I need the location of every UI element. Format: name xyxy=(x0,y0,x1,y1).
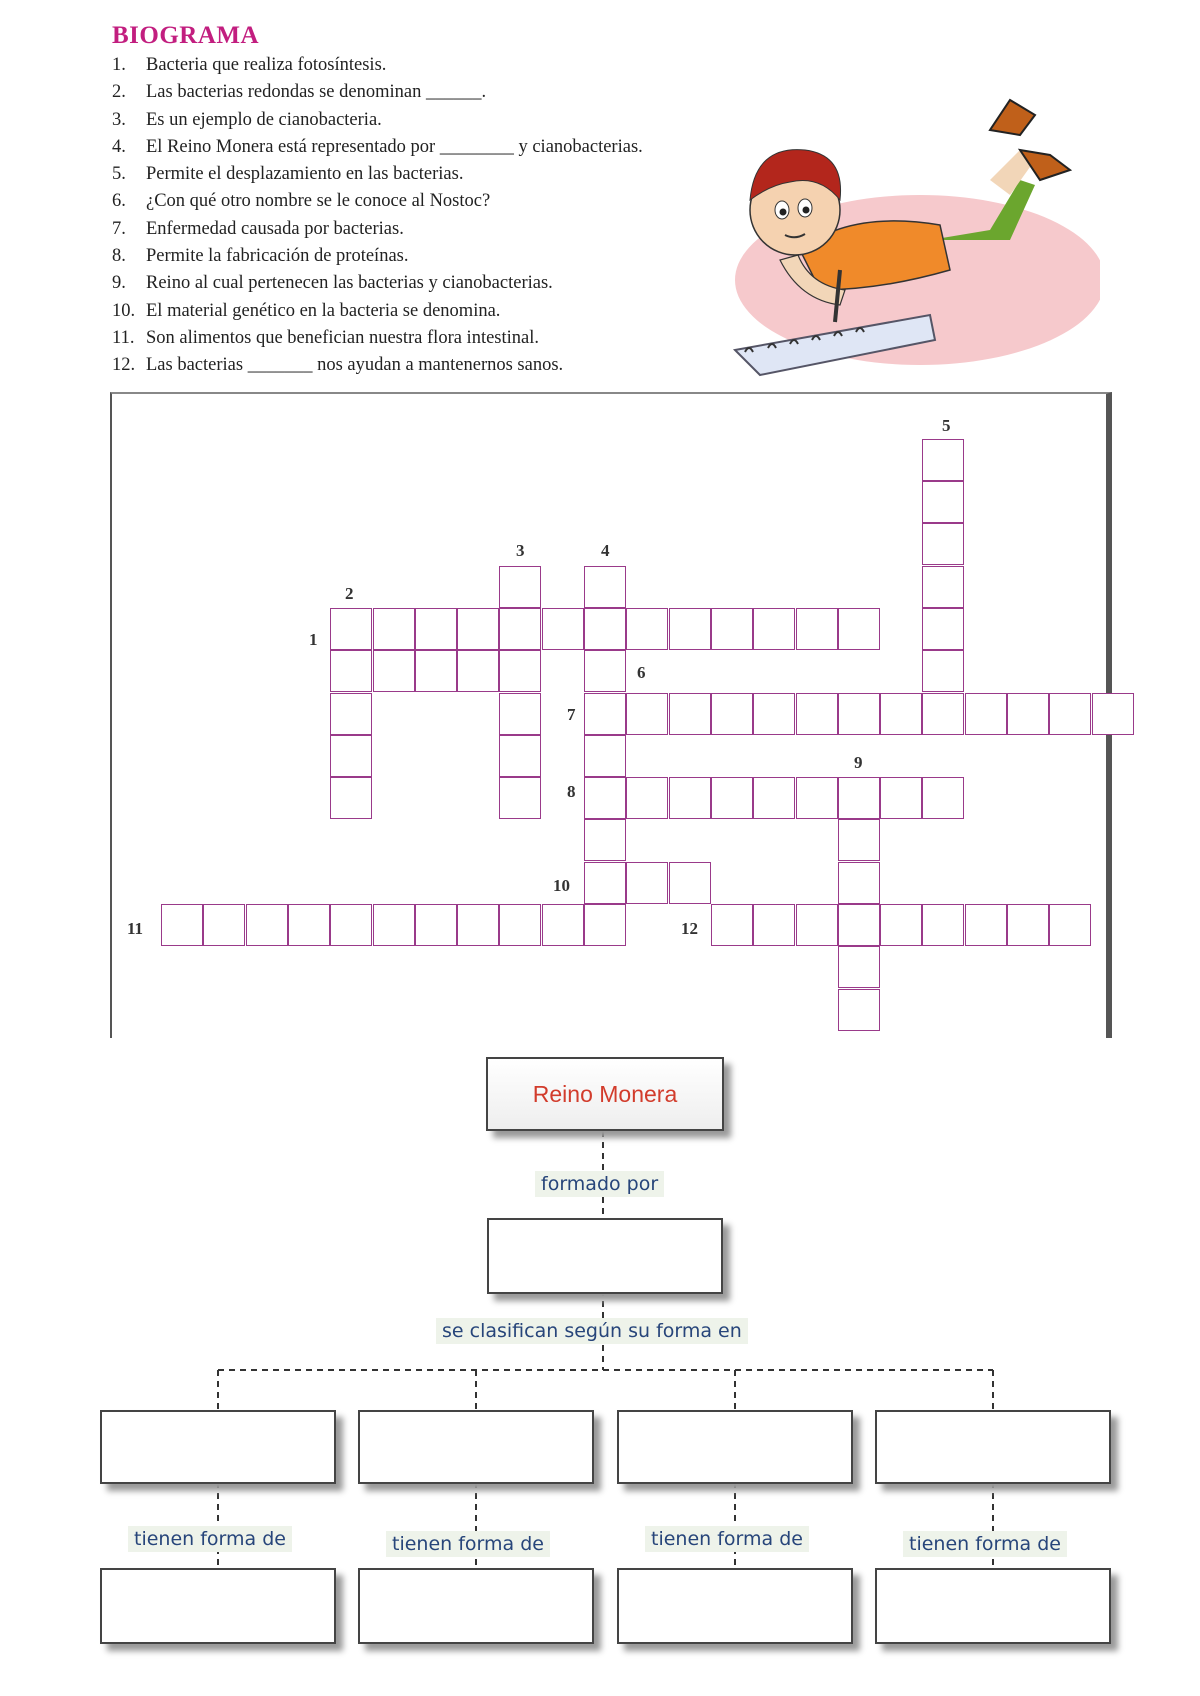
clue-item: 4. El Reino Monera está representado por ________ y cianobacterias. xyxy=(112,136,643,157)
root-concept-label: Reino Monera xyxy=(532,1080,678,1107)
clue-item: 3. Es un ejemplo de cianobacteria. xyxy=(112,109,382,130)
link-label-shape: tienen forma de xyxy=(128,1526,292,1552)
root-concept-box xyxy=(486,1057,724,1131)
answer-box-shape-1[interactable] xyxy=(100,1410,336,1484)
answer-box-formed-by[interactable] xyxy=(487,1218,723,1294)
clue-number: 5 xyxy=(942,416,951,435)
answer-box-example-2[interactable] xyxy=(358,1568,594,1644)
clue-item: 6. ¿Con qué otro nombre se le conoce al Nostoc? xyxy=(112,191,491,212)
link-label-shape: tienen forma de xyxy=(903,1531,1067,1557)
clue-number: 9 xyxy=(854,753,863,772)
clue-item: 12. Las bacterias _______ nos ayudan a mantenernos sanos. xyxy=(112,355,564,376)
clue-item: 5. Permite el desplazamiento en las bacterias. xyxy=(112,164,464,185)
link-label-formed-by: formado por xyxy=(535,1171,664,1197)
clue-number: 7 xyxy=(567,705,576,724)
worksheet-title: BIOGRAMA xyxy=(112,22,260,49)
clue-item: 7. Enfermedad causada por bacterias. xyxy=(112,218,404,239)
answer-box-shape-4[interactable] xyxy=(875,1410,1111,1484)
answer-box-example-3[interactable] xyxy=(617,1568,853,1644)
clue-item: 1. Bacteria que realiza fotosíntesis. xyxy=(112,55,387,75)
link-label-classified: se clasifican según su forma en xyxy=(436,1318,748,1344)
answer-box-shape-2[interactable] xyxy=(358,1410,594,1484)
clue-number: 11 xyxy=(127,919,144,938)
clue-item: 9. Reino al cual pertenecen las bacterias y cianobacterias. xyxy=(112,273,553,294)
answer-box-example-4[interactable] xyxy=(875,1568,1111,1644)
link-label-shape: tienen forma de xyxy=(386,1531,550,1557)
clue-item: 10. El material genético en la bacteria se denomina. xyxy=(112,300,501,321)
clue-item: 8. Permite la fabricación de proteínas. xyxy=(112,246,409,267)
clue-item: 11. Son alimentos que benefician nuestra flora intestinal. xyxy=(112,327,540,348)
clue-number: 3 xyxy=(516,541,525,560)
clue-number: 12 xyxy=(681,919,698,938)
clue-number: 8 xyxy=(567,782,576,801)
answer-box-example-1[interactable] xyxy=(100,1568,336,1644)
clue-number: 1 xyxy=(309,630,318,649)
clue-number: 10 xyxy=(553,876,570,895)
link-label-shape: tienen forma de xyxy=(645,1526,809,1552)
clue-number: 6 xyxy=(637,663,646,682)
clue-number: 4 xyxy=(601,541,610,560)
clue-number: 2 xyxy=(345,584,354,603)
answer-box-shape-3[interactable] xyxy=(617,1410,853,1484)
clue-item: 2. Las bacterias redondas se denominan ______. xyxy=(112,82,487,103)
